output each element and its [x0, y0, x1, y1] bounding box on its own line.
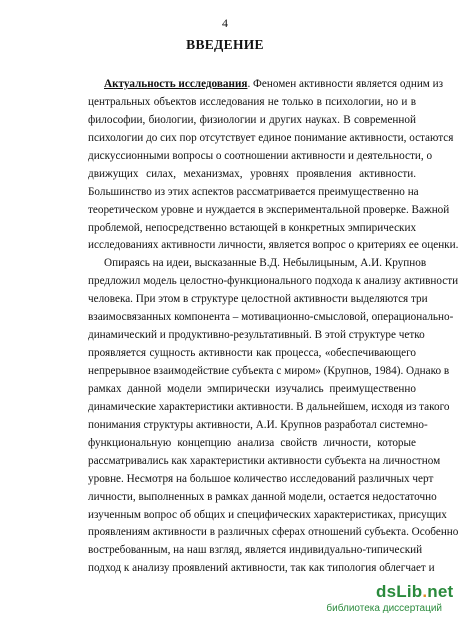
text-line: философии, биологии, физиологии и других науках. В современной	[88, 113, 416, 126]
text-line: динамический и продуктивно-результативный. В этой структуре четко	[88, 329, 425, 342]
text-line: подход к анализу проявлений активности, так как типология облегчает и	[88, 562, 435, 575]
text-line: уровне. Несмотря на большое количество исследований различных черт	[88, 472, 434, 485]
text-line: личности, выполненных в рамках данной модели, остается недостаточно	[88, 490, 437, 503]
text-line: Большинство из этих аспектов рассматривается преимущественно на	[88, 185, 419, 198]
text-line: проявлениям активности в различных сферах отношений субъекта. Особенно	[88, 526, 458, 539]
text-line: Опираясь на идеи, высказанные В.Д. Небылицыным, А.И. Крупнов	[104, 257, 427, 270]
text-line: предложил модель целостно-функционального подхода к анализу активности	[88, 275, 458, 288]
text-line: центральных объектов исследования не только в психологии, но и в	[88, 95, 416, 108]
text-line: функциональную концепцию анализа свойств личности, которые	[88, 436, 416, 449]
text-line: психологии до сих пор отсутствует единое понимание активности, остаются	[88, 131, 454, 144]
page-number: 4	[222, 16, 228, 30]
text-line: дискуссионными вопросы о соотношении активности и деятельности, о	[88, 149, 433, 162]
text-line: динамические характеристики активности. В дальнейшем, исходя из такого	[88, 400, 450, 413]
text-line: проблемой, непосредственно встающей в конкретных эмпирических	[88, 221, 417, 234]
text-line: непрерывное взаимодействие субъекта с миром» (Крупнов, 1984). Однако в	[88, 365, 450, 377]
text-line: проявляется сущность активности как процесса, «обеспечивающего	[88, 347, 416, 360]
text-line: исследованиях активности личности, является вопрос о критериях ее оценки.	[88, 239, 458, 252]
text-line: взаимосвязанных компонента – мотивационно-смысловой, операционально-	[88, 311, 454, 324]
text-line: востребованным, на наш взгляд, является индивидуально-типический	[88, 544, 423, 557]
text-line: движущих силах, механизмах, уровнях проявления активности.	[88, 167, 416, 180]
text-line: Актуальность исследования. Феномен активности является одним из	[104, 78, 444, 90]
text-line: человека. При этом в структуре целостной активности выделяются три	[88, 293, 428, 306]
section-heading: ВВЕДЕНИЕ	[186, 37, 264, 52]
watermark-logo: dsLib.net	[376, 582, 454, 601]
text-line: понимания структуры активности, А.И. Крупнов разработал системно-	[88, 418, 428, 431]
body-text	[88, 76, 458, 578]
text-line: теоретическом уровне и нуждается в экспериментальной проверке. Важной	[88, 203, 450, 216]
text-line: рамках данной модели эмпирически изучались преимущественно	[88, 382, 416, 395]
text-line: изученным вопрос об общих и специфических характеристиках, присущих	[88, 508, 447, 521]
lead-term: Актуальность исследования	[104, 78, 248, 90]
text-line: рассматривались как характеристики активности субъекта на личностном	[88, 454, 441, 467]
watermark-subtitle: библиотека диссертаций	[326, 603, 442, 614]
